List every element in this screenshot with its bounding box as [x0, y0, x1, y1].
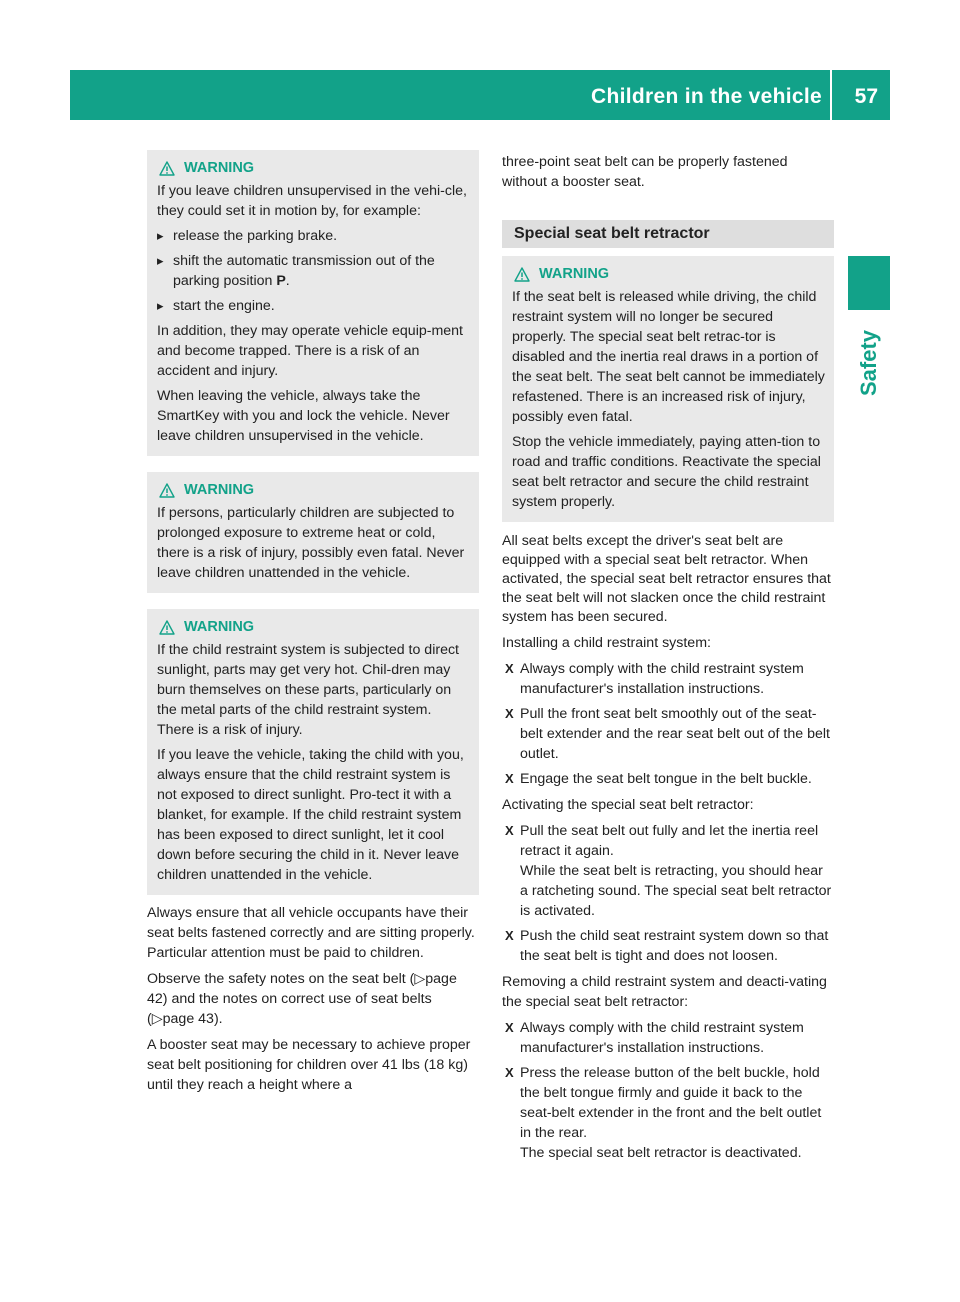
body-text [147, 903, 479, 1095]
step-item: X Engage the seat belt tongue in the belt buckle. [502, 769, 834, 789]
warning-text: If the child restraint system is subjected to direct sunlight, parts may get very hot. Chil-dren may burn themselves on these parts, particularly on the metal parts of the child restraint system. There is a risk of injury. [157, 642, 460, 738]
warning-label: WARNING [184, 482, 255, 498]
warning-text: Stop the vehicle immediately, paying atten-tion to road and traffic conditions. Reactivate the special seat belt retractor and secure the child restraint system properly. [512, 434, 821, 510]
warning-label: WARNING [184, 160, 255, 176]
activate-steps [502, 821, 834, 966]
page-ref-link[interactable]: page 42 [147, 971, 457, 1007]
warning-triangle-icon [159, 483, 175, 498]
side-tab-marker [848, 256, 890, 310]
arrow-ref-icon: ▷ [151, 1011, 163, 1027]
warning-bullet-list [157, 226, 471, 316]
paragraph: Removing a child restraint system and deacti-vating the special seat belt retractor: [502, 974, 827, 1010]
section-heading: Special seat belt retractor [502, 220, 834, 248]
body-text [502, 532, 834, 1163]
warning-label: WARNING [184, 619, 255, 635]
paragraph: Installing a child restraint system: [502, 635, 711, 651]
list-item: ▸ start the engine. [157, 296, 471, 316]
list-item-text: shift the automatic transmission out of the parking position [173, 253, 435, 289]
step-item: X Always comply with the child restraint system manufacturer's installation instructions. [502, 659, 834, 699]
page-header [70, 70, 890, 120]
warning-text: If you leave the vehicle, taking the child with you, always ensure that the child restraint system is not exposed to direct sunlight. Pro-tect it with a blanket, for example. If the child restraint system has been exposed to direct sunlight, let it cool down before securing the child in it. Never leave children unattended in the vehicle. [157, 747, 464, 883]
warning-box-sunlight [147, 609, 479, 895]
warning-heading [512, 264, 826, 284]
step-item [502, 1063, 834, 1163]
warning-box-unsupervised [147, 150, 479, 456]
warning-triangle-icon [159, 161, 175, 176]
header-divider [830, 70, 832, 120]
right-column [502, 152, 834, 1169]
list-item-text: . [285, 273, 290, 289]
paragraph-text: ) and the notes on correct use of seat belts ( [147, 991, 432, 1027]
warning-box-heat [147, 472, 479, 593]
step-item: X Always comply with the child restraint system manufacturer's installation instructions. [502, 1018, 834, 1058]
page-ref-link[interactable]: page 43 [162, 1011, 214, 1027]
warning-text: If the seat belt is released while driving, the child restraint system will no longer be secured properly. The special seat belt retrac-tor is disabled and the inertia real draws in a portion of the seat belt. The seat belt cannot be immediately refastened. There is an increased risk of injury, possibly even fatal. [512, 289, 825, 425]
gear-position: P [276, 273, 286, 289]
warning-heading [157, 480, 471, 500]
step-note: The special seat belt retractor is deactivated. [520, 1145, 802, 1161]
paragraph [147, 969, 479, 1029]
step-item: X Pull the front seat belt smoothly out of the seat-belt extender and the rear seat belt out of the belt outlet. [502, 704, 834, 764]
warning-box-retractor [502, 256, 834, 522]
warning-heading [157, 617, 471, 637]
side-section-text: Safety [856, 329, 881, 397]
step-item [502, 821, 834, 921]
chapter-title: Children in the vehicle [591, 85, 822, 108]
warning-text: If persons, particularly children are subjected to prolonged exposure to extreme heat or cold, there is a risk of injury, possibly even fatal. Never leave children unattended in the vehicle. [157, 505, 465, 581]
paragraph: All seat belts except the driver's seat belt are equipped with a special seat belt retractor. When activated, the special seat belt retractor ensures that the seat belt will not slacken once the child restraint system has been secured. [502, 533, 831, 625]
warning-triangle-icon [159, 620, 175, 635]
warning-triangle-icon [514, 267, 530, 282]
step-text: Press the release button of the belt buckle, hold the belt tongue firmly and guide it back to the seat-belt extender in the front and the belt outlet in the rear. [520, 1065, 822, 1141]
left-column [147, 150, 479, 1101]
paragraph-text: Observe the safety notes on the seat belt ( [147, 971, 415, 987]
paragraph-text: ). [213, 1011, 223, 1027]
warning-label: WARNING [539, 266, 610, 282]
paragraph: Activating the special seat belt retractor: [502, 797, 754, 813]
list-item: ▸ release the parking brake. [157, 226, 471, 246]
body-text [502, 152, 834, 192]
paragraph: A booster seat may be necessary to achieve proper seat belt positioning for children over 41 lbs (18 kg) until they reach a height where a [147, 1037, 471, 1093]
paragraph: Always ensure that all vehicle occupants have their seat belts fastened correctly and are sitting properly. Particular attention must be paid to children. [147, 905, 475, 961]
step-text: Pull the seat belt out fully and let the inertia reel retract it again. [520, 823, 819, 859]
warning-text: When leaving the vehicle, always take the SmartKey with you and lock the vehicle. Never leave children unsupervised in the vehicle. [157, 388, 450, 444]
warning-text: In addition, they may operate vehicle equip-ment and become trapped. There is a risk of an accident and injury. [157, 323, 464, 379]
install-steps [502, 659, 834, 789]
side-section-label [848, 318, 890, 408]
arrow-ref-icon: ▷ [414, 971, 426, 987]
step-note: While the seat belt is retracting, you should hear a ratcheting sound. The special seat belt retractor is activated. [520, 863, 832, 919]
list-item [157, 251, 471, 291]
page-number: 57 [854, 85, 878, 108]
step-item: X Push the child seat restraint system down so that the seat belt is tight and does not loosen. [502, 926, 834, 966]
warning-heading [157, 158, 471, 178]
warning-text: If you leave children unsupervised in the vehi-cle, they could set it in motion by, for example: [157, 183, 467, 219]
remove-steps [502, 1018, 834, 1163]
paragraph: three-point seat belt can be properly fastened without a booster seat. [502, 154, 788, 190]
